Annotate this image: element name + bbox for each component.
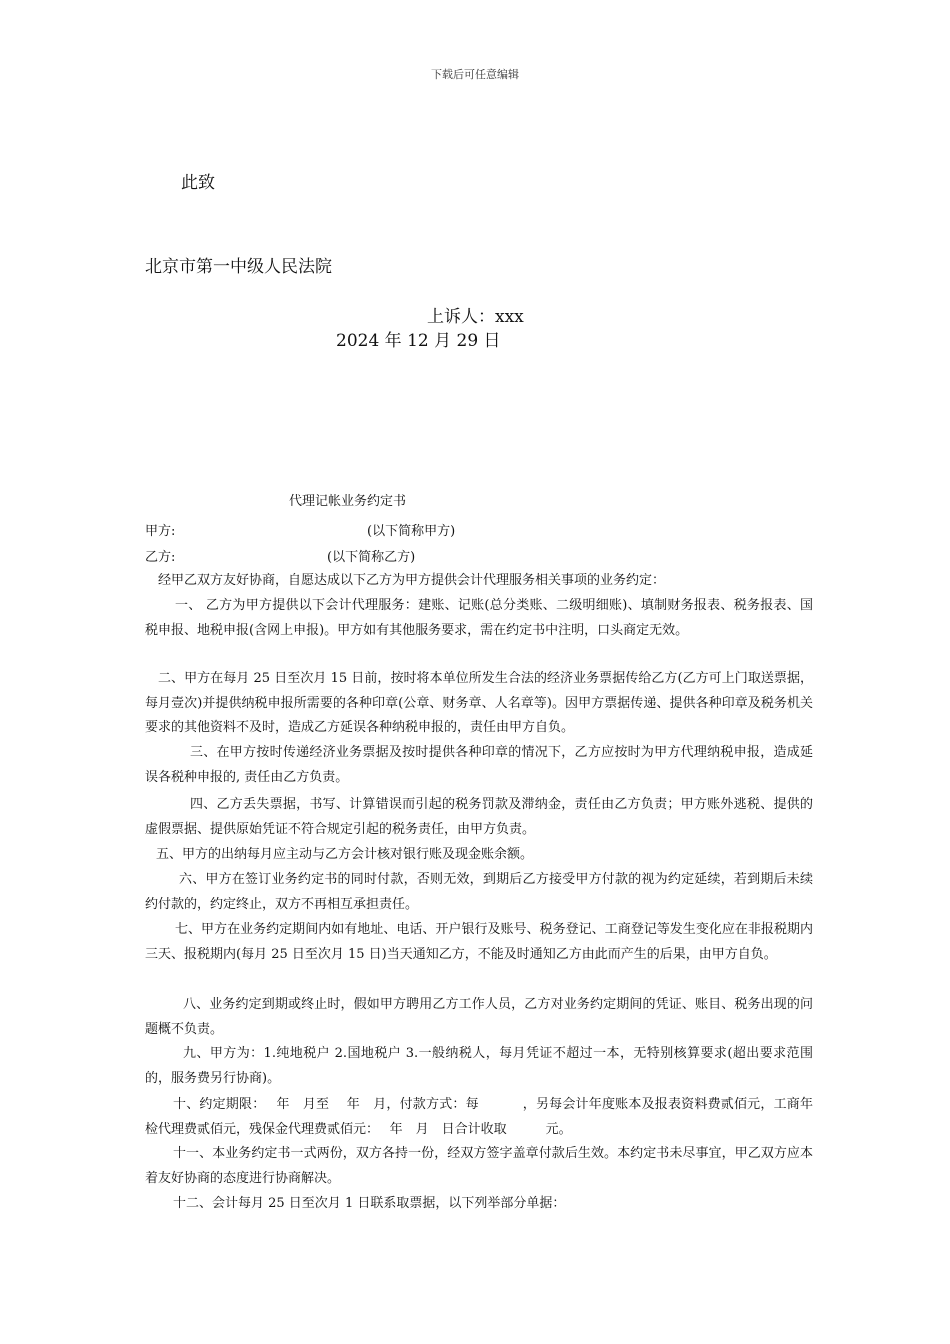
clause-12: 十二、会计每月 25 日至次月 1 日联系取票据，以下列举部分单据： [173, 1196, 566, 1211]
salutation: 此致 [181, 173, 215, 193]
header-note: 下载后可任意编辑 [431, 68, 519, 81]
party-a-label: 甲方: [145, 524, 176, 539]
clause-1: 一、 乙方为甲方提供以下会计代理服务：建账、记账(总分类账、二级明细账)、填制财务报表、税务报表、国税申报、地税申报(含网上申报)。甲方如有其他服务要求，需在约定书中注明，口头商定无效。 [145, 598, 813, 638]
clause-5: 五、甲方的出纳每月应主动与乙方会计核对银行账及现金账余额。 [156, 847, 534, 862]
party-a-note: (以下简称甲方) [367, 524, 456, 539]
clause-3: 三、在甲方按时传递经济业务票据及按时提供各种印章的情况下，乙方应按时为甲方代理纳税申报，造成延误各税种申报的, 责任由乙方负责。 [145, 745, 813, 785]
court-name: 北京市第一中级人民法院 [145, 257, 332, 277]
clause-4: 四、乙方丢失票据，书写、计算错误而引起的税务罚款及滞纳金，责任由乙方负责；甲方账外逃税、提供的虚假票据、提供原始凭证不符合规定引起的税务责任，由甲方负责。 [145, 797, 813, 837]
appellant-signature: 上诉人：xxx [427, 307, 524, 327]
party-b-line [145, 546, 416, 565]
clause-11: 十一、本业务约定书一式两份，双方各持一份，经双方签字盖章付款后生效。本约定书未尽事宜，甲乙双方应本着友好协商的态度进行协商解决。 [145, 1146, 813, 1186]
clause-10: 十、约定期限： 年 月至 年 月，付款方式：每 ，另每会计年度账本及报表资料费贰佰元，工商年检代理费贰佰元，残保金代理费贰佰元： 年 月 日合计收取 元。 [145, 1097, 813, 1137]
clause-6: 六、甲方在签订业务约定书的同时付款，否则无效，到期后乙方接受甲方付款的视为约定延续，若到期后未续约付款的，约定终止，双方不再相互承担责任。 [145, 872, 813, 912]
letter-date: 2024 年 12 月 29 日 [336, 331, 501, 351]
party-b-label: 乙方: [145, 550, 176, 565]
clause-7: 七、甲方在业务约定期间内如有地址、电话、开户银行及账号、税务登记、工商登记等发生变化应在非报税期内三天、报税期内(每月 25 日至次月 15 日)当天通知乙方，不能及时通知乙方由此而产生的后果，由甲方自负。 [145, 922, 813, 962]
clause-8: 八、业务约定到期或终止时，假如甲方聘用乙方工作人员，乙方对业务约定期间的凭证、账目、税务出现的问题概不负责。 [145, 997, 813, 1037]
clause-9: 九、甲方为：1.纯地税户 2.国地税户 3.一般纳税人，每月凭证不超过一本，无特别核算要求(超出要求范围的，服务费另行协商)。 [145, 1046, 813, 1086]
party-b-note: (以下简称乙方) [327, 550, 416, 565]
contract-title: 代理记帐业务约定书 [289, 494, 407, 509]
contract-intro: 经甲乙双方友好协商，自愿达成以下乙方为甲方提供会计代理服务相关事项的业务约定： [158, 573, 666, 588]
party-a-line [145, 520, 456, 539]
clause-2: 二、甲方在每月 25 日至次月 15 日前，按时将本单位所发生合法的经济业务票据传给乙方(乙方可上门取送票据，每月壹次)并提供纳税申报所需要的各种印章(公章、财务章、人名章等)。因甲方票据传递、提供各种印章及税务机关要求的其他资料不及时，造成乙方延误各种纳税申报的，责任由甲方自负。 [145, 671, 813, 735]
